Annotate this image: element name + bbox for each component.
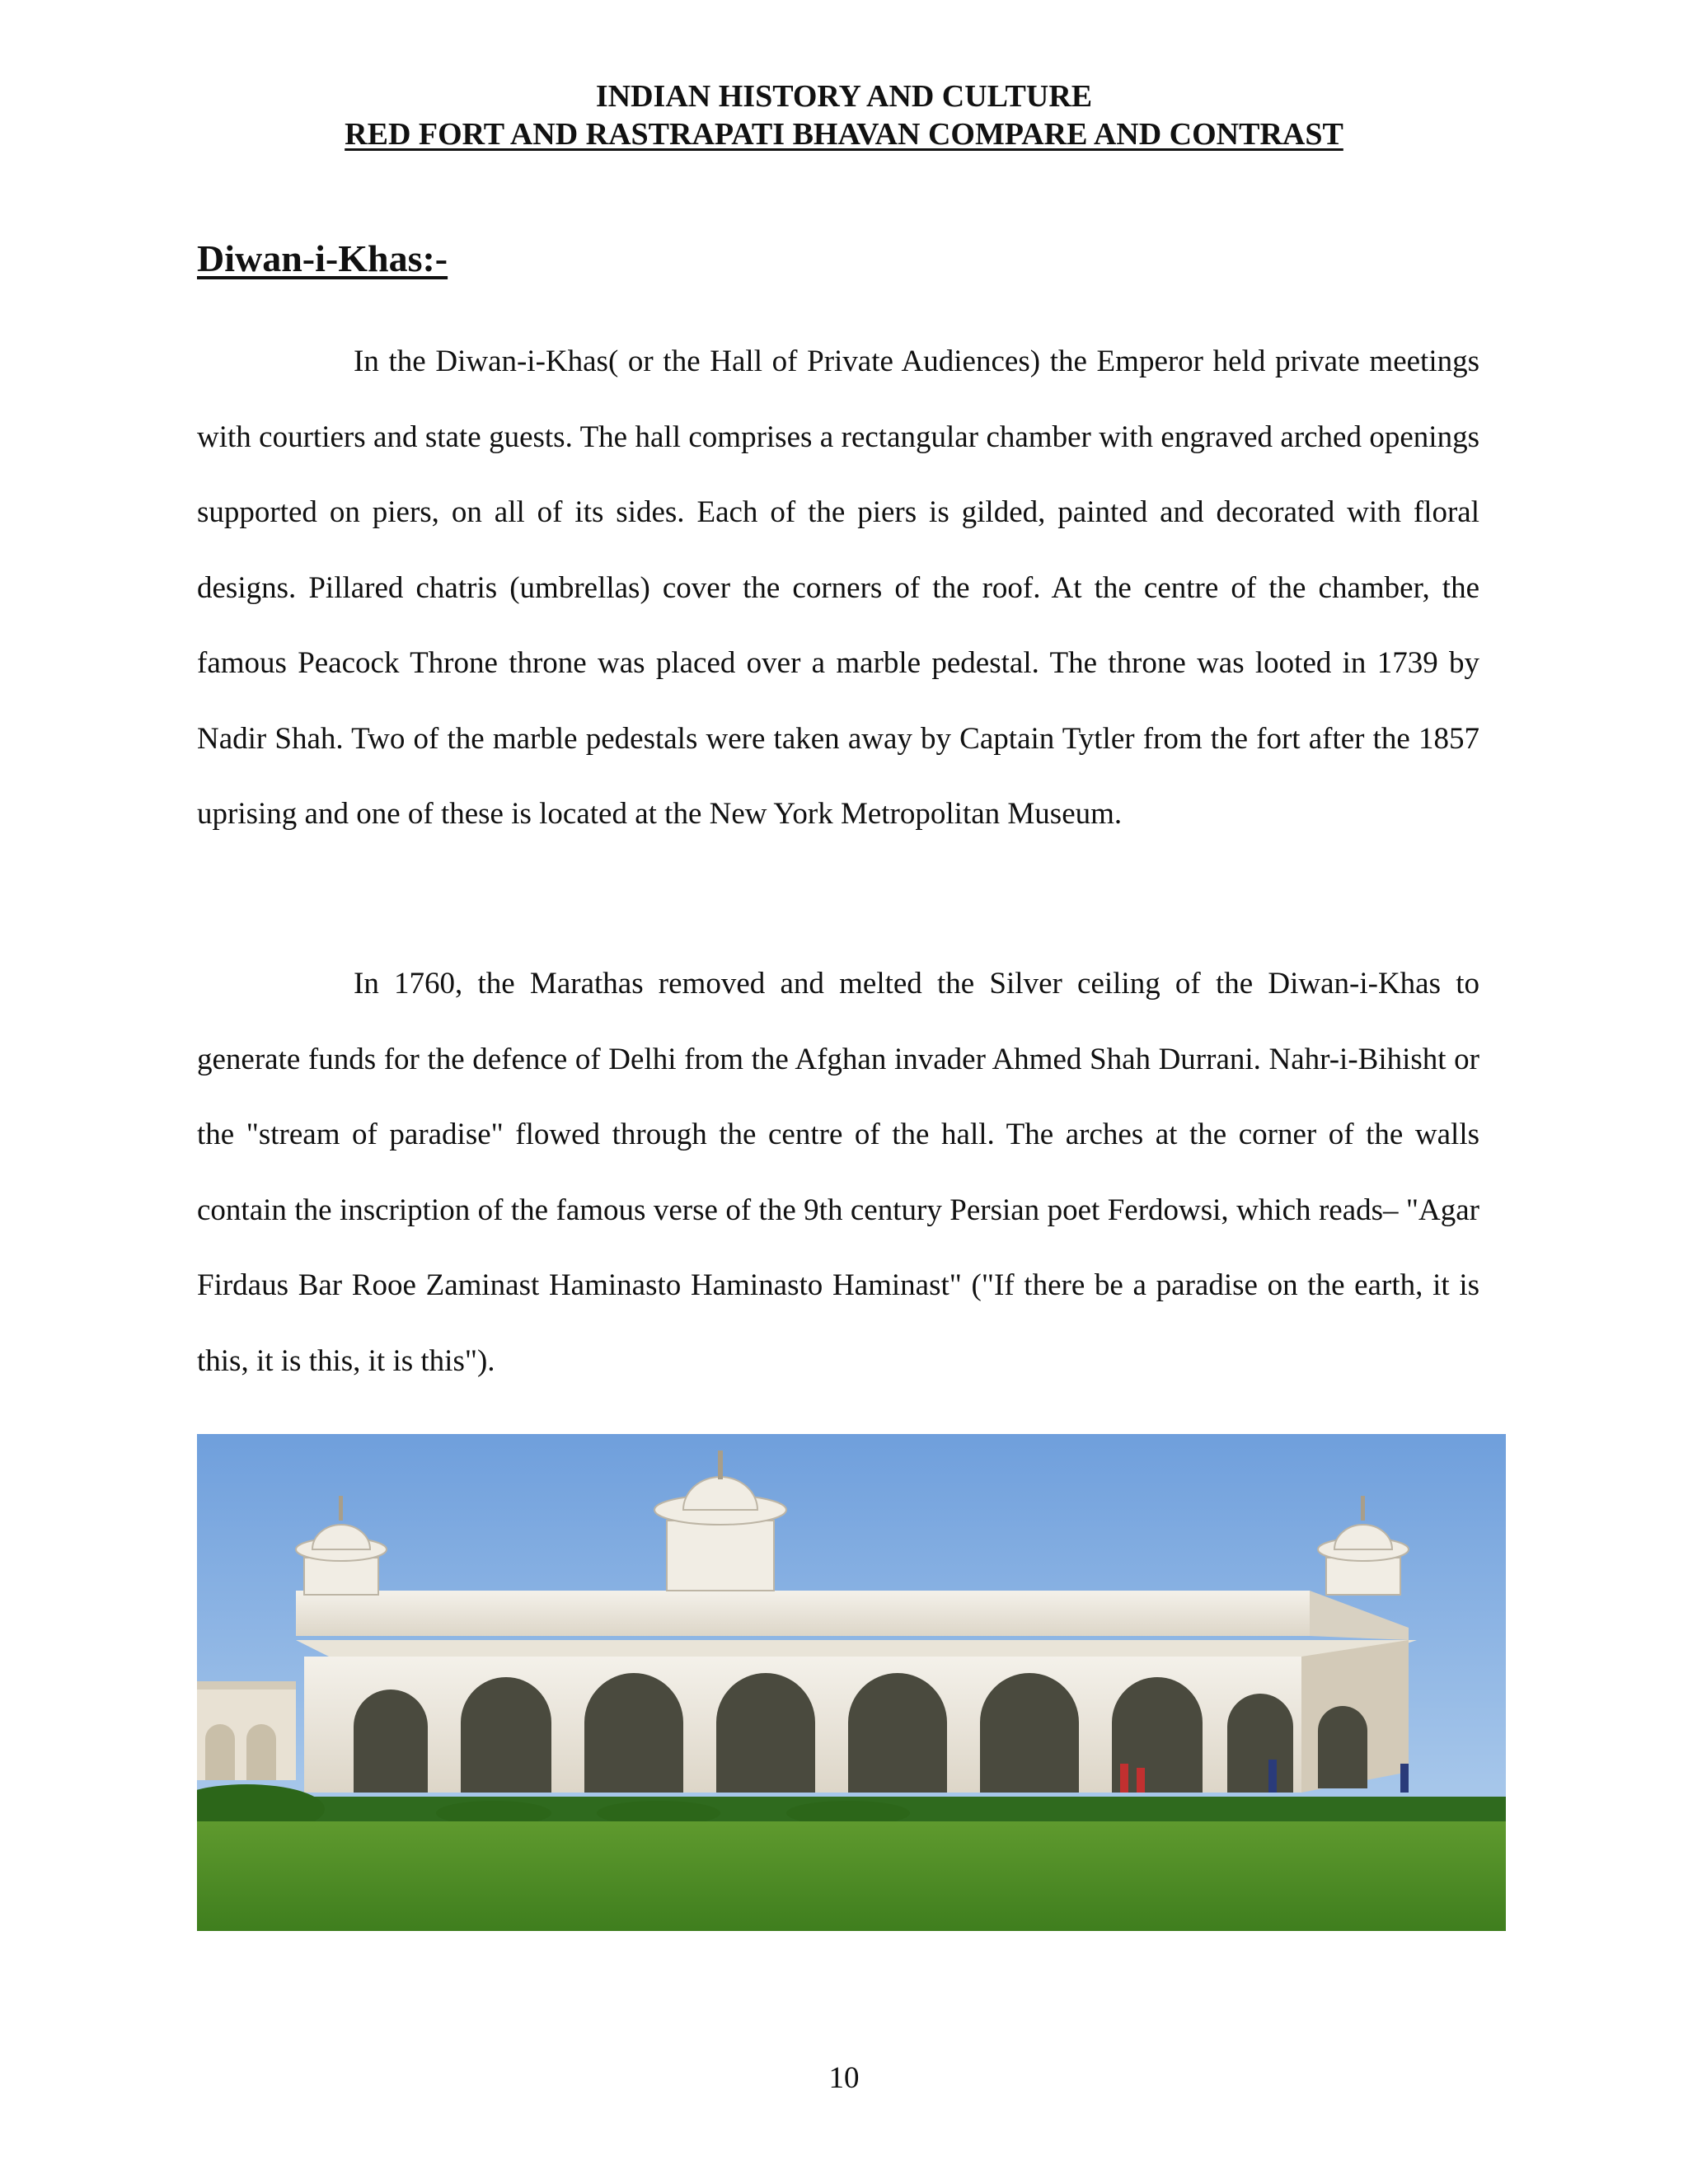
paragraph-1: In the Diwan-i-Khas( or the Hall of Private Audiences) the Emperor held private meetings with courtiers and state guests. The hall comprises a rectangular chamber with engraved arched openings supported on piers, on all of its sides. Each of the piers is gilded, painted and decorated with floral designs. Pillared chatris (umbrellas) cover the corners of the roof. At the centre of the chamber, the famous Peacock Throne throne was placed over a marble pedestal. The throne was looted in 1739 by Nadir Shah. Two of the marble pedestals were taken away by Captain Tytler from the fort after the 1857 uprising and one of these is located at the New York Metropolitan Museum. [197, 344, 1479, 831]
section-title: Diwan-i-Khas:- [197, 237, 448, 279]
page-number: 10 [828, 2061, 860, 2095]
header-subtitle: RED FORT AND RASTRAPATI BHAVAN COMPARE AND CONTRAST [345, 117, 1343, 152]
document-header [0, 77, 1688, 153]
diwan-i-khas-photo [197, 1434, 1506, 1931]
paragraph-2: In 1760, the Marathas removed and melted the Silver ceiling of the Diwan-i-Khas to generate funds for the defence of Delhi from the Afghan invader Ahmed Shah Durrani. Nahr-i-Bihisht or the "stream of paradise" flowed through the centre of the hall. The arches at the corner of the walls contain the inscription of the famous verse of the 9th century Persian poet Ferdowsi, which reads– "Agar Firdaus Bar Rooe Zaminast Haminasto Haminasto Haminast" ("If there be a paradise on the earth, it is this, it is this, it is this"). [197, 967, 1479, 1378]
header-title: INDIAN HISTORY AND CULTURE [595, 79, 1093, 114]
